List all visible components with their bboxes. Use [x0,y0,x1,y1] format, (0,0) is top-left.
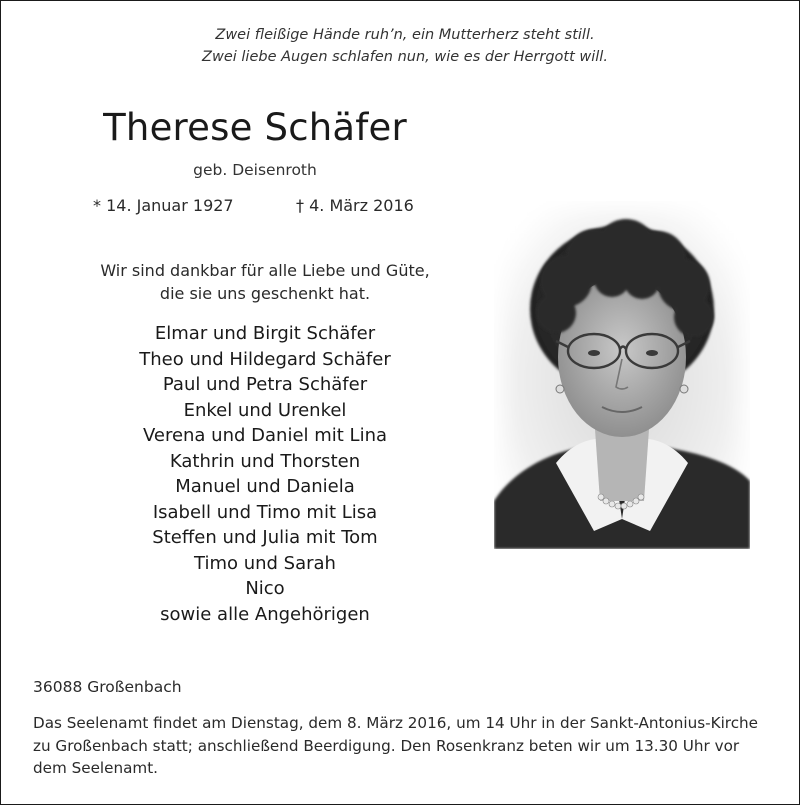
mourner-line: Verena und Daniel mit Lina [142,425,388,446]
notice-line-1: Das Seelenamt findet am Dienstag, dem 8. März 2016, um 14 Uhr in der Sankt-Antonius-Kirche [33,714,759,732]
quote-line-1: Zwei fleißige Hände ruh’n, ein Mutterherz steht still. [215,27,595,43]
deceased-name: Therese Schäfer [103,106,407,149]
memorial-quote [0,24,800,68]
quote-line-2: Zwei liebe Augen schlafen nun, wie es der Herrgott will. [202,49,608,65]
thanks-line-2: die sie uns geschenkt hat. [159,284,371,303]
death-date: † 4. März 2016 [296,196,414,215]
mourner-line: Theo und Hildegard Schäfer [139,348,391,370]
mourners-list [60,321,470,627]
portrait-photo [494,201,750,549]
notice-line-3: dem Seelenamt. [33,759,159,777]
mourner-line: sowie alle Angehörigen [160,603,370,625]
mourner-line: Steffen und Julia mit Tom [152,527,378,548]
mourner-line: Elmar und Birgit Schäfer [154,323,376,344]
place-line: 36088 Großenbach [33,678,182,696]
funeral-notice [33,712,778,780]
mourner-line: Manuel und Daniela [175,476,355,497]
mourner-line: Timo und Sarah [194,552,336,574]
portrait-photo-icon [494,201,750,549]
birth-date: * 14. Januar 1927 [93,196,234,215]
mourner-line: Enkel und Urenkel [183,399,347,421]
mourner-line: Isabell und Timo mit Lisa [152,501,378,523]
notice-line-2: zu Großenbach statt; anschließend Beerdigung. Den Rosenkranz beten wir um 13.30 Uhr vor [33,736,740,755]
mourner-line: Kathrin und Thorsten [169,450,361,472]
thanks-line-1: Wir sind dankbar für alle Liebe und Güte, [100,261,430,280]
mourner-line: Paul und Petra Schäfer [162,374,368,395]
mourner-line: Nico [245,578,285,599]
maiden-name: geb. Deisenroth [193,161,317,179]
thanks-text [60,259,470,305]
